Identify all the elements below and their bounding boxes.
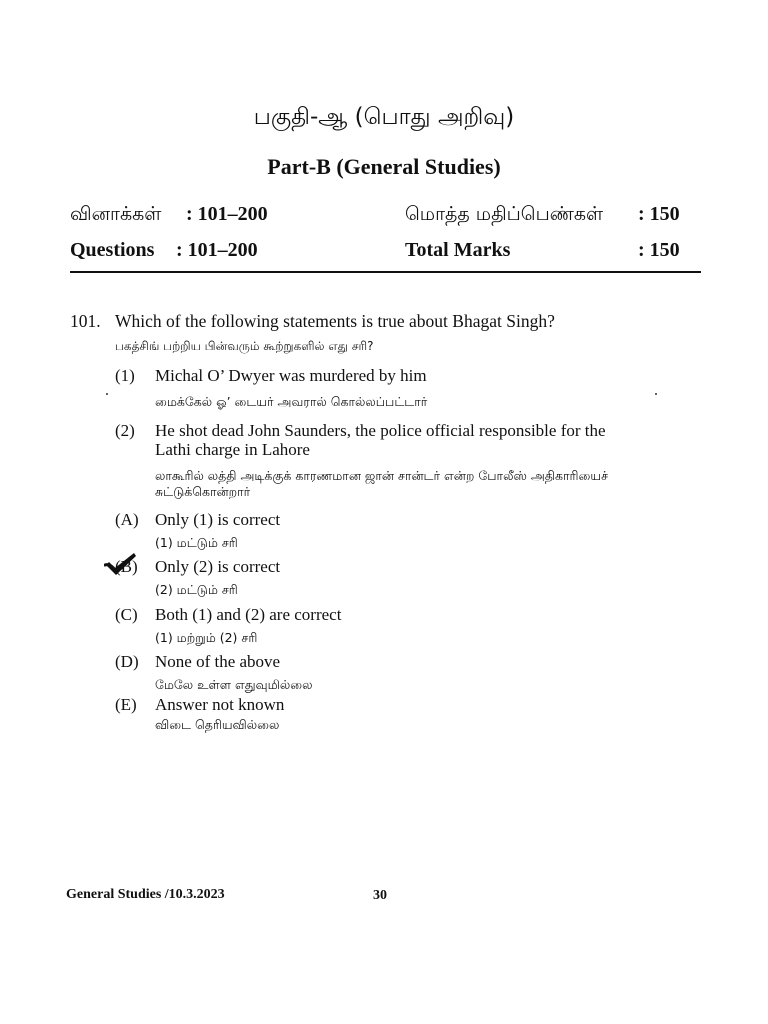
option-c-tamil: (1) மற்றும் (2) சரி <box>155 630 258 645</box>
total-marks-label-tamil: மொத்த மதிப்பெண்கள் <box>405 203 604 225</box>
questions-label: Questions <box>70 239 155 261</box>
total-marks-value-tamil: : 150 <box>638 203 680 225</box>
statement-2-text-line1: He shot dead John Saunders, the police official responsible for the <box>155 421 606 440</box>
option-c-text: Both (1) and (2) are correct <box>155 605 342 624</box>
option-b-tamil: (2) மட்டும் சரி <box>155 582 238 597</box>
option-a-text: Only (1) is correct <box>155 510 281 529</box>
statement-2-tamil-line1: லாகூரில் லத்தி அடிக்குக் காரணமான ஜான் சான்டர் என்ற போலீஸ் அதிகாரியைச் <box>155 468 608 483</box>
statement-2-tamil-line2: சுட்டுக்கொன்றார் <box>155 484 251 499</box>
statement-1-text: Michal O’ Dwyer was murdered by him <box>155 366 427 385</box>
option-d-tamil: மேலே உள்ள எதுவுமில்லை <box>155 677 313 692</box>
option-a-tamil: (1) மட்டும் சரி <box>155 535 238 550</box>
option-e-tamil: விடை தெரியவில்லை <box>155 717 280 732</box>
statement-1-tamil: மைக்கேல் ஓ’ டையர் அவரால் கொல்லப்பட்டார் <box>155 394 428 409</box>
header-divider <box>70 271 701 273</box>
total-marks-value: : 150 <box>638 239 680 261</box>
footer-subject-date: General Studies /10.3.2023 <box>66 887 225 902</box>
option-c-label: (C) <box>115 605 138 624</box>
answer-tick-mark-icon <box>104 551 138 577</box>
question-number: 101. <box>70 311 101 331</box>
option-b-text: Only (2) is correct <box>155 557 281 576</box>
questions-label-tamil: வினாக்கள் <box>70 203 162 225</box>
page-number: 30 <box>373 888 387 903</box>
option-d-label: (D) <box>115 652 139 671</box>
questions-range-tamil: : 101–200 <box>186 203 268 225</box>
question-text-tamil: பகத்சிங் பற்றிய பின்வரும் கூற்றுகளில் எது சரி? <box>115 339 374 353</box>
option-a-label: (A) <box>115 510 139 529</box>
scan-speck <box>655 393 657 395</box>
page-title: Part-B (General Studies) <box>267 154 501 179</box>
option-b-label: (B) <box>115 557 138 576</box>
option-e-text: Answer not known <box>155 695 285 714</box>
statement-1-label: (1) <box>115 366 135 385</box>
option-d-text: None of the above <box>155 652 281 671</box>
statement-2-label: (2) <box>115 421 135 440</box>
option-e-label: (E) <box>115 695 137 714</box>
page-title-tamil: பகுதி-ஆ (பொது அறிவு) <box>253 104 515 130</box>
statement-2-text-line2: Lathi charge in Lahore <box>155 440 310 459</box>
total-marks-label: Total Marks <box>405 239 511 261</box>
question-text: Which of the following statements is true about Bhagat Singh? <box>115 311 555 331</box>
scan-speck <box>106 393 108 395</box>
questions-range: : 101–200 <box>176 239 258 261</box>
